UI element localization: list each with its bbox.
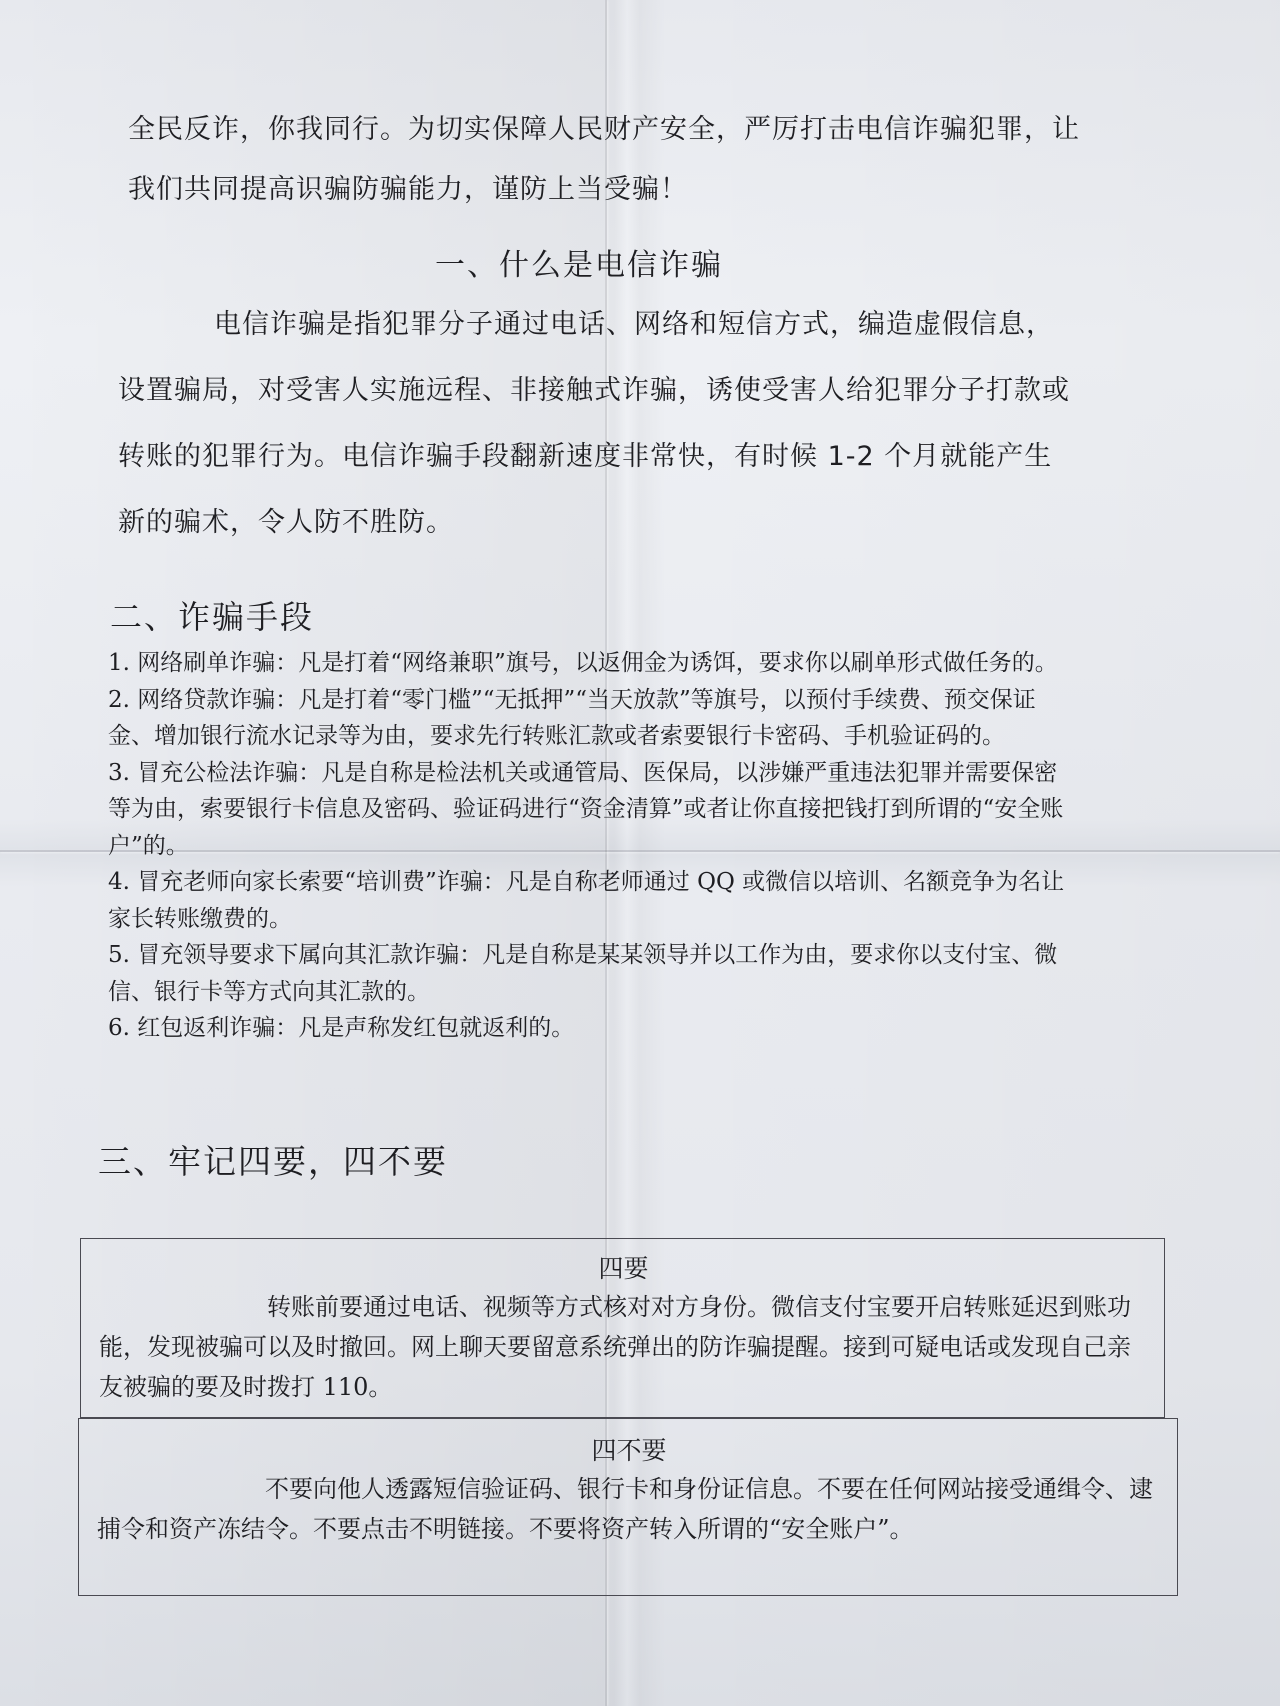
four-dos-heading: 四要 <box>598 1254 649 1283</box>
fraud-method-item: 5. 冒充领导要求下属向其汇款诈骗：凡是自称是某某领导并以工作为由，要求你以支付宝、微信、银行卡等方式向其汇款的。 <box>108 942 1058 1005</box>
section1-title: 一、什么是电信诈骗 <box>435 248 723 283</box>
intro-paragraph: 全民反诈，你我同行。为切实保障人民财产安全，严厉打击电信诈骗犯罪，让我们共同提高识骗防骗能力，谨防上当受骗！ <box>128 114 1080 205</box>
section3-title: 三、牢记四要，四不要 <box>98 1142 448 1181</box>
fraud-method-item: 4. 冒充老师向家长索要“培训费”诈骗：凡是自称老师通过 QQ 或微信以培训、名额竞争为名让家长转账缴费的。 <box>108 869 1065 932</box>
section1-body: 电信诈骗是指犯罪分子通过电话、网络和短信方式，编造虚假信息，设置骗局，对受害人实施远程、非接触式诈骗，诱使受害人给犯罪分子打款或转账的犯罪行为。电信诈骗手段翻新速度非常快，有时候 1-2 个月就能产生新的骗术，令人防不胜防。 <box>118 309 1070 538</box>
fraud-method-item: 3. 冒充公检法诈骗：凡是自称是检法机关或通管局、医保局，以涉嫌严重违法犯罪并需要保密等为由，索要银行卡信息及密码、验证码进行“资金清算”或者让你直接把钱打到所谓的“安全账户”的。 <box>108 759 1064 859</box>
fraud-method-item: 6. 红包返利诈骗：凡是声称发红包就返利的。 <box>108 1015 575 1041</box>
fraud-methods-list <box>108 645 1068 1047</box>
four-donts-heading: 四不要 <box>591 1436 667 1465</box>
four-dos-text: 转账前要通过电话、视频等方式核对对方身份。微信支付宝要开启转账延迟到账功能，发现被骗可以及时撤回。网上聊天要留意系统弹出的防诈骗提醒。接到可疑电话或发现自己亲友被骗的要及时拨打 110。 <box>99 1293 1131 1401</box>
four-dos-box <box>80 1238 1165 1418</box>
section2-title: 二、诈骗手段 <box>110 598 315 636</box>
four-donts-text: 不要向他人透露短信验证码、银行卡和身份证信息。不要在任何网站接受通缉令、逮捕令和资产冻结令。不要点击不明链接。不要将资产转入所谓的“安全账户”。 <box>97 1475 1153 1543</box>
fraud-method-item: 1. 网络刷单诈骗：凡是打着“网络兼职”旗号，以返佣金为诱饵，要求你以刷单形式做任务的。 <box>108 650 1058 676</box>
fraud-method-item: 2. 网络贷款诈骗：凡是打着“零门槛”“无抵押”“当天放款”等旗号，以预付手续费、预交保证金、增加银行流水记录等为由，要求先行转账汇款或者索要银行卡密码、手机验证码的。 <box>108 686 1036 749</box>
four-donts-box <box>78 1418 1178 1596</box>
